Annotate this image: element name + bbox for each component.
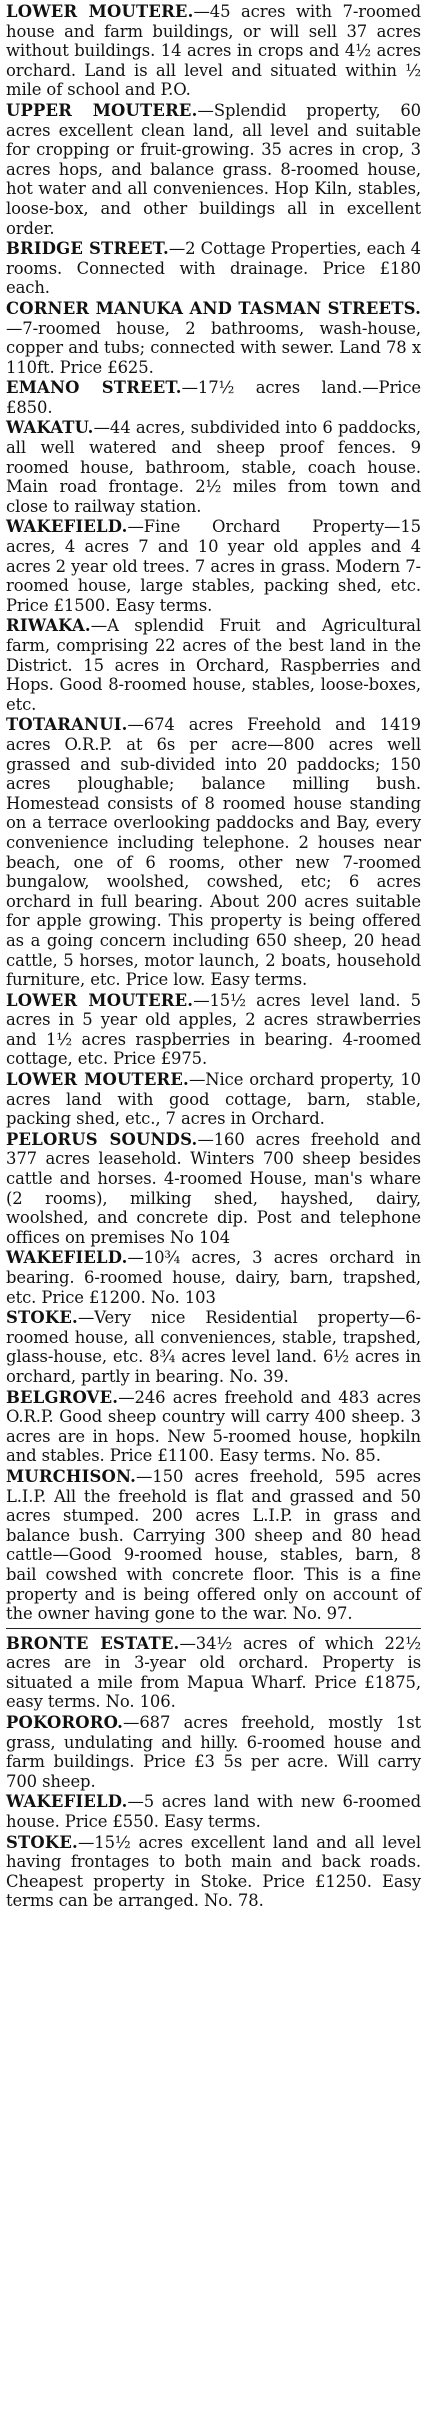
listing-pokororo [6, 1713, 421, 1791]
listing-body: —Nice orchard property, 10 acres land with good cottage, barn, stable, packing shed, etc., 7 acres in Orchard. [6, 1070, 421, 1129]
listing-heading: WAKATU. [6, 418, 94, 438]
listing-body: —Very nice Residential property—6-roomed house, all conveniences, stable, trapshed, glass-house, etc. 8¾ acres level land. 6½ acres in orchard, partly in bearing. No. 39. [6, 1308, 421, 1386]
listing-body: —A splendid Fruit and Agricultural farm, comprising 22 acres of the best land in the District. 15 acres in Orchard, Raspberries and Hops. Good 8-roomed house, stables, loose-boxes, etc. [6, 616, 421, 714]
listing-body: —15½ acres level land. 5 acres in 5 year old apples, 2 acres strawberries and 1½ acres raspberries in bearing. 4-roomed cottage, etc. Price £975. [6, 990, 421, 1069]
listing-body: —160 acres freehold and 377 acres leasehold. Winters 700 sheep besides cattle and horses. 4-roomed House, man's whare (2 rooms), milking shed, hayshed, dairy, woolshed, and concrete dip. Post and telephone offices on premises No 104 [6, 1129, 421, 1247]
listing-body: —44 acres, subdivided into 6 paddocks, all well watered and sheep proof fences. 9 roomed house, bathroom, stable, coach house. Main road frontage. 2½ miles from town and close to railway station. [6, 418, 421, 516]
listing-heading: TOTARANUI. [6, 715, 128, 735]
listing-body: —687 acres freehold, mostly 1st grass, undulating and hilly. 6-roomed house and farm buildings. Price £3 5s per acre. Will carry 700 sheep. [6, 1713, 421, 1791]
listing-heading: WAKEFIELD. [6, 517, 128, 537]
listing-stoke-2 [6, 1833, 421, 1911]
listing-emano-street [6, 378, 421, 417]
listing-heading: PELORUS SOUNDS. [6, 1129, 198, 1149]
listing-bronte-estate [6, 1634, 421, 1712]
listing-heading: CORNER MANUKA AND TASMAN STREETS. [6, 298, 421, 318]
listing-body: —15½ acres excellent land and all level having frontages to both main and back roads. Cheapest property in Stoke. Price £1250. Easy terms can be arranged. No. 78. [6, 1832, 421, 1911]
listing-heading: LOWER MOUTERE. [6, 990, 194, 1010]
listing-totaranui [6, 715, 421, 989]
listing-heading: WAKEFIELD. [6, 1248, 128, 1268]
listing-body: —Splendid property, 60 acres excellent clean land, all level and suitable for cropping or fruit-growing. 35 acres in crop, 3 acres hops, and balance grass. 8-roomed house, hot water and all conveniences. Hop Kiln, stables, loose-box, and other buildings all in excellent order. [6, 100, 422, 238]
listing-body: —2 Cottage Properties, each 4 rooms. Connected with drainage. Price £180 each. [6, 239, 421, 298]
section-divider [6, 1628, 421, 1629]
listing-heading: BRONTE ESTATE. [6, 1633, 180, 1653]
listing-body: —Fine Orchard Property—15 acres, 4 acres 7 and 10 year old apples and 4 acres 2 year old trees. 7 acres in grass. Modern 7-roomed house, large stables, packing shed, etc. Price £1500. Easy terms. [6, 517, 421, 615]
listing-heading: BRIDGE STREET. [6, 239, 169, 259]
listing-body: —246 acres freehold and 483 acres O.R.P. Good sheep country will carry 400 sheep. 3 acres are in hops. New 5-roomed house, hopkiln and stables. Price £1100. Easy terms. No. 85. [6, 1387, 421, 1466]
listing-wakefield-2 [6, 1248, 421, 1307]
listing-heading: MURCHISON. [6, 1466, 137, 1486]
listing-heading: UPPER MOUTERE. [6, 100, 198, 120]
listing-body: —10¾ acres, 3 acres orchard in bearing. 6-roomed house, dairy, barn, trapshed, etc. Price £1200. No. 103 [6, 1248, 421, 1307]
listing-lower-moutere-1 [6, 2, 421, 100]
listing-belgrove [6, 1388, 421, 1466]
listing-murchison [6, 1467, 421, 1624]
listing-bridge-street [6, 239, 421, 298]
listing-lower-moutere-3 [6, 1070, 421, 1129]
listing-heading: LOWER MOUTERE. [6, 2, 194, 21]
listing-heading: STOKE. [6, 1832, 78, 1852]
listing-body: —34½ acres of which 22½ acres are in 3-year old orchard. Property is situated a mile from Mapua Wharf. Price £1875, easy terms. No. 106. [6, 1633, 421, 1712]
listing-heading: RIWAKA. [6, 616, 91, 636]
listing-heading: WAKEFIELD. [6, 1792, 128, 1812]
listing-wakatu [6, 418, 421, 516]
listing-body: —674 acres Freehold and 1419 acres O.R.P. at 6s per acre—800 acres well grassed and sub-divided into 20 paddocks; 150 acres ploughable; balance milling bush. Homestead consists of 8 roomed house standing on a terrace overlooking paddocks and Bay, every convenience including telephone. 2 houses near beach, one of 6 rooms, other new 7-roomed bungalow, woolshed, cowshed, etc; 6 acres orchard in full bearing. About 200 acres suitable for apple growing. This property is being offered as a going concern including 650 sheep, 20 head cattle, 5 horses, motor launch, 2 boats, household furniture, etc. Price low. Easy terms. [6, 715, 421, 990]
listing-body: —5 acres land with new 6-roomed house. Price £550. Easy terms. [6, 1792, 421, 1832]
listing-lower-moutere-2 [6, 991, 421, 1069]
listing-body: —45 acres with 7-roomed house and farm buildings, or will sell 37 acres without buildings. 14 acres in crops and 4½ acres orchard. Land is all level and situated within ½ mile of school and P.O. [6, 2, 421, 100]
listing-manuka-tasman [6, 299, 421, 377]
listing-heading: LOWER MOUTERE. [6, 1070, 189, 1090]
listing-riwaka [6, 616, 421, 714]
listing-upper-moutere [6, 101, 421, 238]
listing-pelorus-sounds [6, 1130, 421, 1248]
listing-wakefield-1 [6, 517, 421, 615]
listing-body: —7-roomed house, 2 bathrooms, wash-house, copper and tubs; connected with sewer. Land 78 x 110ft. Price £625. [6, 318, 421, 377]
listing-heading: STOKE. [6, 1308, 78, 1328]
listing-body: —17½ acres land.—Price £850. [6, 378, 421, 417]
listing-wakefield-3 [6, 1792, 421, 1831]
listing-stoke-1 [6, 1308, 421, 1386]
listing-heading: BELGROVE. [6, 1387, 119, 1407]
listing-body: —150 acres freehold, 595 acres L.I.P. All the freehold is flat and grassed and 50 acres stumped. 200 acres L.I.P. in grass and balance bush. Carrying 300 sheep and 80 head cattle—Good 9-roomed house, stables, barn, 8 bail cowshed with concrete floor. This is a fine property and is being offered only on account of the owner having gone to the war. No. 97. [6, 1466, 421, 1624]
listing-heading: POKORORO. [6, 1713, 124, 1733]
listing-heading: EMANO STREET. [6, 378, 182, 398]
